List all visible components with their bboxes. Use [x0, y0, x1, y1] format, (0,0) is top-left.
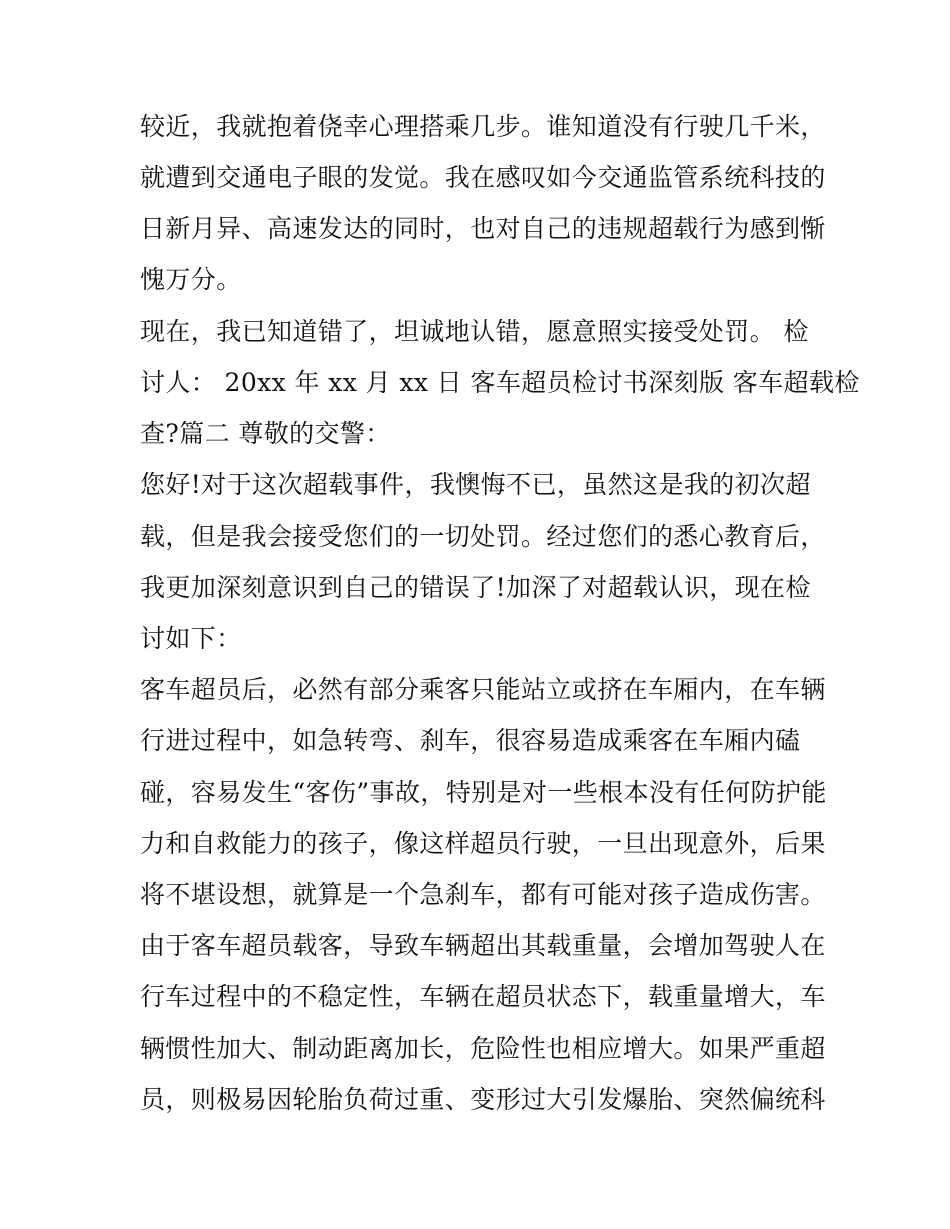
text-line: 查?篇二 尊敬的交警：	[140, 419, 391, 448]
text-line: 由于客车超员载客，导致车辆超出其载重量，会增加驾驶人在	[140, 931, 826, 960]
text-line: 辆惯性加大、制动距离加长，危险性也相应增大。如果严重超	[140, 1034, 826, 1063]
text-line: 愧万分。	[140, 265, 242, 294]
text-line: 日新月异、高速发达的同时，也对自己的违规超载行为感到惭	[140, 214, 826, 243]
text-line: 客车超员后，必然有部分乘客只能站立或挤在车厢内，在车辆	[140, 675, 826, 704]
text-line: 较近，我就抱着侥幸心理搭乘几步。谁知道没有行驶几千米，	[140, 112, 826, 141]
text-line: 力和自救能力的孩子，像这样超员行驶，一旦出现意外，后果	[140, 829, 826, 858]
text-line: 行车过程中的不稳定性，车辆在超员状态下，载重量增大，车	[140, 982, 826, 1011]
text-line: 员，则极易因轮胎负荷过重、变形过大引发爆胎、突然偏统科	[140, 1085, 826, 1114]
text-line: 就遭到交通电子眼的发觉。我在感叹如今交通监管系统科技的	[140, 163, 826, 192]
text-line: 载，但是我会接受您们的一切处罚。经过您们的悉心教育后，	[140, 522, 826, 551]
text-line: 将不堪设想，就算是一个急刹车，都有可能对孩子造成伤害。	[140, 880, 826, 909]
text-line: 您好!对于这次超载事件，我懊悔不已，虽然这是我的初次超	[140, 470, 811, 499]
text-line: 讨如下：	[140, 624, 242, 653]
text-line: 碰，容易发生“客伤”事故，特别是对一些根本没有任何防护能	[140, 778, 827, 807]
text-line: 行进过程中，如急转弯、刹车，很容易造成乘客在车厢内磕	[140, 726, 801, 755]
text-line: 现在，我已知道错了，坦诚地认错，愿意照实接受处罚。 检	[140, 317, 809, 346]
text-line: 我更加深刻意识到自己的错误了!加深了对超载认识，现在检	[140, 573, 811, 602]
text-line: 讨人： 20xx 年 xx 月 xx 日 客车超员检讨书深刻版 客车超载检	[140, 368, 860, 397]
